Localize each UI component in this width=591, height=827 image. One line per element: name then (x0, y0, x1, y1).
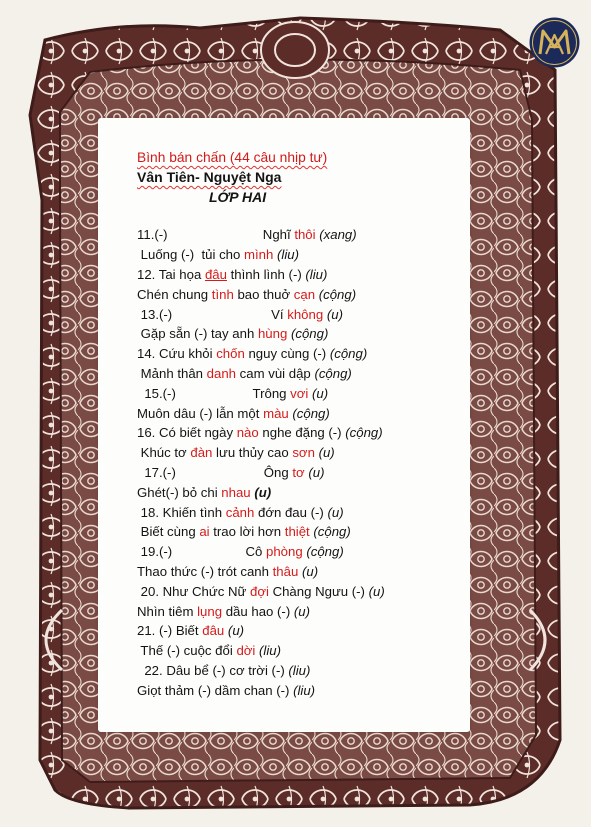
lyric-text: Gặp sẵn (-) tay anh (137, 326, 258, 342)
lyric-line (137, 681, 467, 701)
highlighted-word: đâu (204, 266, 227, 282)
lyric-text: 11.(-) Nghĩ (137, 227, 295, 243)
lyric-text: đớn đau (-) (254, 504, 328, 520)
highlighted-word: tình (211, 286, 234, 302)
lyric-text: 21. (-) Biết (137, 623, 203, 639)
lyric-text: Chàng Ngưu (-) (268, 583, 369, 599)
lyric-text: nghe đặng (-) (258, 425, 346, 441)
tone-note: (u) (318, 445, 335, 461)
lyric-text: thình lình (-) (226, 266, 306, 282)
highlighted-word: thâu (272, 563, 299, 579)
highlighted-word: ai (199, 524, 210, 540)
lyric-line (137, 384, 467, 404)
tone-note: (liu) (259, 643, 282, 659)
highlighted-word: tơ (292, 464, 305, 480)
lyric-line (137, 661, 467, 681)
highlighted-word: không (287, 306, 324, 322)
lyric-text: 15.(-) Trông (137, 385, 291, 401)
lyric-line (137, 324, 467, 344)
lyric-text: cam vùi dập (236, 365, 315, 381)
lyric-line (137, 582, 467, 602)
lyric-line (137, 285, 467, 305)
lyric-text: Nhìn tiêm (137, 603, 198, 619)
tone-note: (cộng) (318, 286, 357, 302)
highlighted-word: phòng (265, 544, 303, 560)
lyric-text: lưu thủy cao (212, 445, 293, 461)
tone-note: (u) (308, 464, 325, 480)
lyric-text: 17.(-) Ông (137, 464, 293, 480)
tone-note: (liu) (288, 662, 311, 678)
lyric-line (137, 621, 467, 641)
lyric-line (137, 404, 467, 424)
lyric-text: 14. Cứu khỏi (137, 346, 217, 362)
lyric-line (137, 245, 467, 265)
lyrics-content (137, 148, 467, 701)
lyric-text: 12. Tai họa (137, 266, 205, 282)
tone-note: (cộng) (292, 405, 330, 421)
lyric-line (137, 344, 467, 364)
highlighted-word: đâu (202, 623, 225, 639)
tone-note: (u) (368, 583, 385, 599)
lyric-text: Muôn dâu (-) lẫn một (137, 405, 264, 421)
lyric-line (137, 225, 467, 245)
tone-note: (liu) (305, 266, 328, 282)
lyric-text: 22. Dâu bể (-) cơ trời (-) (137, 662, 289, 678)
lyric-line (137, 423, 467, 443)
tone-note: (liu) (293, 682, 316, 698)
lyric-text: dầu hao (-) (222, 603, 294, 619)
lyric-line (137, 602, 467, 622)
highlighted-word: sơn (292, 445, 315, 461)
tone-note: (cộng) (313, 524, 351, 540)
highlighted-word: dời (236, 643, 256, 659)
lyric-text: 13.(-) Ví (137, 306, 288, 322)
lyric-line (137, 542, 467, 562)
tone-note: (cộng) (290, 326, 329, 342)
lyric-text: Khúc tơ (137, 445, 191, 461)
lyric-text: 20. Như Chức Nữ (137, 583, 250, 599)
lyric-text: Giọt thảm (-) dầm chan (-) (137, 682, 294, 698)
lyric-text: 18. Khiến tình (137, 504, 226, 520)
lyrics-list (137, 225, 467, 700)
lyric-text: Thế (-) cuộc đổi (137, 643, 237, 659)
lyric-line (137, 305, 467, 325)
spacer (137, 207, 467, 225)
tone-note: (u) (254, 484, 272, 500)
lyric-line (137, 641, 467, 661)
lyric-text: Thao thức (-) trót canh (137, 563, 273, 579)
highlighted-word: nhau (221, 484, 251, 500)
highlighted-word: vơi (290, 385, 309, 401)
lyric-line (137, 463, 467, 483)
lyric-text: 19.(-) Cô (137, 544, 266, 560)
lyric-line (137, 483, 467, 503)
lyric-text: trao lời hơn (209, 524, 285, 540)
highlighted-word: danh (206, 365, 236, 381)
tone-note: (u) (312, 385, 329, 401)
tone-note: (u) (301, 563, 319, 579)
highlighted-word: mình (244, 247, 274, 263)
highlighted-word: thôi (294, 227, 316, 243)
highlighted-word: lụng (197, 603, 223, 619)
tone-note: (u) (327, 504, 344, 520)
lyric-line (137, 562, 467, 582)
lyric-line (137, 443, 467, 463)
highlighted-word: thiệt (284, 524, 310, 540)
ma-monogram-logo (529, 17, 580, 68)
tone-note: (liu) (277, 247, 300, 263)
tone-note: (cộng) (329, 346, 368, 362)
tone-note: (cộng) (345, 425, 383, 441)
class-label: LỚP HAI (209, 188, 267, 205)
tone-note: (u) (227, 623, 245, 639)
highlighted-word: màu (263, 405, 289, 421)
lyric-line (137, 522, 467, 542)
lyric-text: Chén chung (137, 286, 212, 302)
tone-note: (xang) (319, 227, 357, 243)
highlighted-word: cạn (293, 286, 316, 302)
lyric-text: Biết cùng (137, 524, 200, 540)
tone-note: (cộng) (306, 544, 344, 560)
highlighted-word: nào (236, 425, 259, 441)
lyric-line (137, 364, 467, 384)
lyric-text: Mảnh thân (137, 365, 207, 381)
tone-note: (cộng) (314, 365, 352, 381)
lyric-text: Luống (-) tủi cho (137, 247, 245, 263)
highlighted-word: chốn (216, 346, 245, 362)
lyric-line (137, 265, 467, 285)
lyric-line (137, 503, 467, 523)
song-subtitle: Vân Tiên- Nguyệt Nga (137, 168, 282, 185)
lyric-text: nguy cùng (-) (244, 346, 330, 362)
highlighted-word: đàn (190, 445, 213, 461)
lyric-text: Ghét(-) bỏ chi (137, 484, 222, 500)
lyric-text: 16. Có biết ngày (137, 425, 237, 441)
tone-note: (u) (293, 603, 311, 619)
highlighted-word: cảnh (225, 504, 255, 520)
tone-note: (u) (326, 306, 343, 322)
song-title: Bình bán chấn (44 câu nhịp tư) (137, 150, 328, 165)
lyric-text: bao thuở (233, 286, 294, 302)
highlighted-word: đợi (249, 583, 269, 599)
highlighted-word: hùng (257, 326, 288, 342)
